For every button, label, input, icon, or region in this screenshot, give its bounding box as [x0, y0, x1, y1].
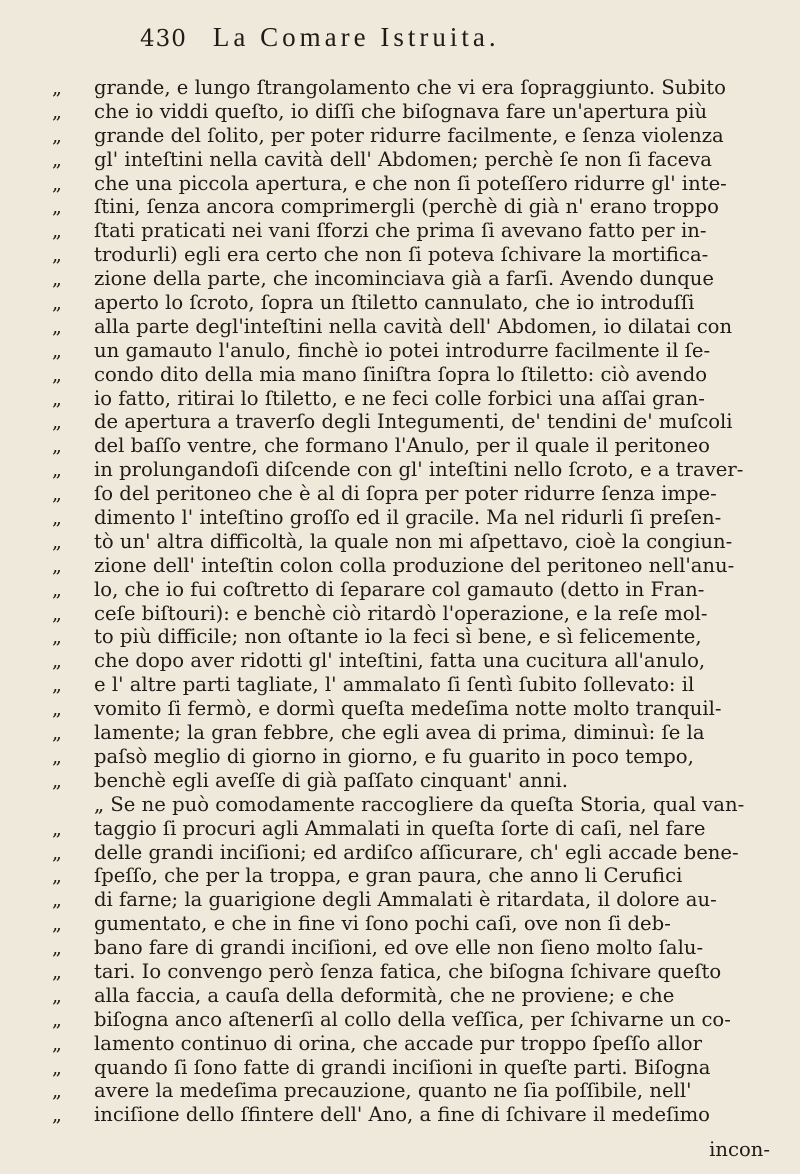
text-line — [52, 697, 787, 721]
quote-mark: „ — [52, 1056, 62, 1079]
quote-mark: „ — [52, 530, 62, 553]
line-text: vomito ſi fermò, e dormì queſta medeſima notte molto tranquil- — [94, 697, 722, 721]
quote-mark: „ — [52, 483, 62, 506]
quote-mark: „ — [52, 339, 62, 362]
line-text: delle grandi inciſioni; ed ardiſco aſſicurare, ch' egli accade bene- — [94, 840, 739, 864]
quote-mark: „ — [52, 315, 62, 338]
text-line — [52, 912, 787, 936]
quote-mark: „ — [52, 1032, 62, 1055]
line-text: zione della parte, che incominciava già a farſi. Avendo dunque — [94, 267, 715, 291]
quote-mark: „ — [52, 841, 62, 864]
body-text — [52, 76, 787, 1127]
text-line — [52, 1032, 787, 1056]
quote-mark: „ — [52, 459, 62, 482]
quote-mark: „ — [52, 220, 62, 243]
quote-mark: „ — [52, 626, 62, 649]
line-text: biſogna anco aſtenerſi al collo della veſſica, per ſchivarne un co- — [94, 1007, 731, 1031]
text-line — [52, 1056, 787, 1080]
text-line — [52, 410, 787, 434]
text-line — [52, 243, 787, 267]
catchword: incon- — [709, 1138, 770, 1161]
line-text: ſpeſſo, che per la troppa, e gran paura, che anno li Cerufici — [94, 864, 683, 888]
quote-mark: „ — [52, 960, 62, 983]
text-line — [52, 339, 787, 363]
line-text: bano fare di grandi inciſioni, ed ove elle non ſieno molto ſalu- — [94, 936, 704, 960]
line-text: ſtini, ſenza ancora comprimergli (perchè di già n' erano troppo — [94, 195, 719, 219]
line-text: grande, e lungo ſtrangolamento che vi era ſopraggiunto. Subito — [94, 76, 726, 99]
quote-mark: „ — [52, 817, 62, 840]
text-line — [52, 673, 787, 697]
quote-mark: „ — [52, 363, 62, 386]
quote-mark: „ — [52, 698, 62, 721]
quote-mark: „ — [52, 578, 62, 601]
text-line — [52, 578, 787, 602]
text-line — [52, 267, 787, 291]
quote-mark: „ — [52, 937, 62, 960]
line-text: taggio ſi procuri agli Ammalati in queſta ſorte di caſi, nel fare — [94, 816, 706, 840]
text-line — [52, 124, 787, 148]
page-number: 430 — [140, 26, 187, 52]
line-text: in prolungandoſi diſcende con gl' inteſtini nello ſcroto, e a traver- — [94, 458, 744, 482]
quote-mark: „ — [52, 292, 62, 315]
line-text: di farne; la guarigione degli Ammalati è ritardata, il dolore au- — [94, 888, 717, 912]
page-header — [140, 22, 780, 62]
line-text: che una piccola apertura, e che non ſi poteſſero ridurre gl' inte- — [94, 171, 727, 195]
text-line — [52, 530, 787, 554]
line-text: zione dell' inteſtin colon colla produzione del peritoneo nell'anu- — [94, 553, 735, 577]
line-text: aperto lo ſcroto, ſopra un ſtiletto cannulato, che io introduſſi — [94, 291, 695, 315]
line-text: grande del ſolito, per poter ridurre facilmente, e ſenza violenza — [94, 123, 724, 147]
line-text: to più difficile; non oſtante io la feci sì bene, e sì felicemente, — [94, 625, 702, 649]
text-line — [52, 554, 787, 578]
line-text: alla faccia, a cauſa della deformità, che ne proviene; e che — [94, 983, 675, 1007]
text-line — [52, 76, 787, 100]
line-text: condo dito della mia mano ſiniſtra ſopra lo ſtiletto: ciò avendo — [94, 362, 708, 386]
text-line — [52, 506, 787, 530]
quote-mark: „ — [52, 435, 62, 458]
text-line — [52, 649, 787, 673]
line-text: del baſſo ventre, che formano l'Anulo, per il quale il peritoneo — [94, 434, 710, 458]
text-line — [52, 219, 787, 243]
line-text: tari. Io convengo però ſenza fatica, che biſogna ſchivare queſto — [94, 959, 722, 983]
line-text: de apertura a traverſo degli Integumenti, de' tendini de' muſcoli — [94, 410, 733, 434]
line-text: ſo del peritoneo che è al di ſopra per poter ridurre ſenza impe- — [94, 482, 717, 506]
line-text: avere la medeſima precauzione, quanto ne ſia poſſibile, nell' — [94, 1079, 692, 1103]
line-text: lamente; la gran febbre, che egli avea di prima, diminuì: ſe la — [94, 721, 705, 745]
line-text: „ Se ne può comodamente raccogliere da queſta Storia, qual van- — [94, 792, 745, 816]
text-line — [52, 482, 787, 506]
text-line — [52, 984, 787, 1008]
line-text: tò un' altra difficoltà, la quale non mi aſpettavo, cioè la congiun- — [94, 529, 733, 553]
text-line — [52, 960, 787, 984]
line-text: trodurli) egli era certo che non ſi poteva ſchivare la mortifica- — [94, 243, 709, 267]
line-text: un gamauto l'anulo, finchè io potei introdurre facilmente il ſe- — [94, 338, 711, 362]
quote-mark: „ — [52, 745, 62, 768]
quote-mark: „ — [52, 268, 62, 291]
quote-mark: „ — [52, 1008, 62, 1031]
quote-mark: „ — [52, 507, 62, 530]
quote-mark: „ — [52, 172, 62, 195]
quote-mark: „ — [52, 100, 62, 123]
quote-mark: „ — [52, 77, 62, 99]
quote-mark: „ — [52, 722, 62, 745]
line-text: gl' inteſtini nella cavità dell' Abdomen; perchè ſe non ſi faceva — [94, 147, 712, 171]
line-text: alla parte degl'inteſtini nella cavità dell' Abdomen, io dilatai con — [94, 314, 733, 338]
line-text: inciſione dello ſfintere dell' Ano, a fine di ſchivare il medeſimo — [94, 1103, 710, 1127]
quote-mark: „ — [52, 913, 62, 936]
text-line — [52, 841, 787, 865]
quote-mark: „ — [52, 1104, 62, 1127]
line-text: lo, che io fui coſtretto di ſeparare col gamauto (detto in Fran- — [94, 577, 705, 601]
line-text: benchè egli aveſſe di già paſſato cinquant' anni. — [94, 768, 569, 792]
quote-mark: „ — [52, 984, 62, 1007]
running-title: La Comare Istruita. — [212, 22, 500, 52]
text-line — [52, 1103, 787, 1127]
text-line — [52, 888, 787, 912]
text-line — [52, 1079, 787, 1103]
text-line — [52, 291, 787, 315]
text-line — [52, 602, 787, 626]
quote-mark: „ — [52, 602, 62, 625]
text-line — [52, 458, 787, 482]
quote-mark: „ — [52, 244, 62, 267]
quote-mark: „ — [52, 650, 62, 673]
text-line — [52, 315, 787, 339]
text-line — [52, 864, 787, 888]
quote-mark: „ — [52, 865, 62, 888]
quote-mark: „ — [52, 889, 62, 912]
text-line — [52, 745, 787, 769]
quote-mark: „ — [52, 124, 62, 147]
text-line — [52, 172, 787, 196]
text-line — [52, 721, 787, 745]
text-line — [52, 363, 787, 387]
line-text: paſsò meglio di giorno in giorno, e fu guarito in poco tempo, — [94, 744, 694, 768]
text-line — [52, 793, 787, 817]
line-text: che dopo aver ridotti gl' inteſtini, fatta una cucitura all'anulo, — [94, 649, 706, 673]
quote-mark: „ — [52, 769, 62, 792]
line-text: dimento l' inteſtino groſſo ed il gracile. Ma nel ridurli ſi preſen- — [94, 506, 722, 530]
line-text: quando ſi ſono fatte di grandi inciſioni in queſte parti. Biſogna — [94, 1055, 711, 1079]
quote-mark: „ — [52, 674, 62, 697]
text-line — [52, 625, 787, 649]
quote-mark: „ — [52, 1080, 62, 1103]
text-line — [52, 769, 787, 793]
text-line — [52, 434, 787, 458]
text-line — [52, 100, 787, 124]
text-line — [52, 936, 787, 960]
quote-mark: „ — [52, 196, 62, 219]
text-line — [52, 387, 787, 411]
line-text: io fatto, ritirai lo ſtiletto, e ne feci colle forbici una aſſai gran- — [94, 386, 705, 410]
line-text: ſtati praticati nei vani ſforzi che prima ſi avevano fatto per in- — [94, 219, 707, 243]
line-text: lamento continuo di orina, che accade pur troppo ſpeſſo allor — [94, 1031, 702, 1055]
text-line — [52, 195, 787, 219]
line-text: gumentato, e che in fine vi ſono pochi caſi, ove non ſi deb- — [94, 912, 671, 936]
text-line — [52, 1008, 787, 1032]
line-text: e l' altre parti tagliate, l' ammalato ſi ſentì ſubito ſollevato: il — [94, 673, 695, 697]
quote-mark: „ — [52, 411, 62, 434]
line-text: ceſe biſtouri): e benchè ciò ritardò l'operazione, e la reſe mol- — [94, 601, 708, 625]
quote-mark: „ — [52, 148, 62, 171]
line-text: che io viddi queſto, io diſſi che biſognava fare un'apertura più — [94, 99, 708, 123]
text-line — [52, 817, 787, 841]
quote-mark: „ — [52, 387, 62, 410]
text-line — [52, 148, 787, 172]
quote-mark: „ — [52, 554, 62, 577]
